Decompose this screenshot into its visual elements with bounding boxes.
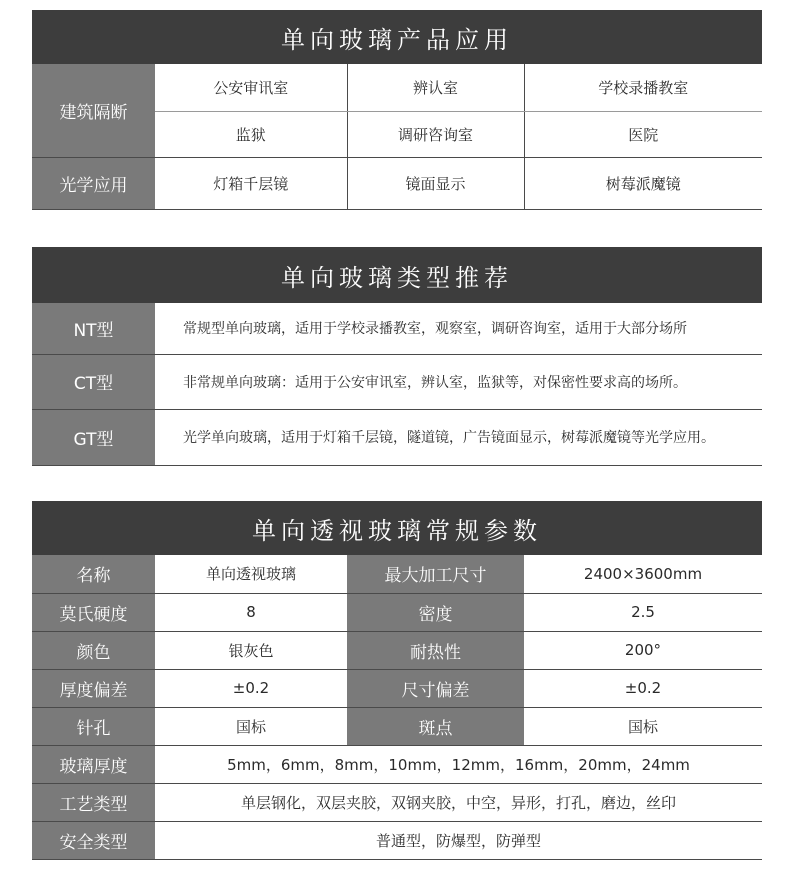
table-cell: 常规型单向玻璃，适用于学校录播教室，观察室，调研咨询室，适用于大部分场所 [155,303,762,354]
parameters-section [32,501,762,860]
row-header: GT型 [32,409,155,465]
table-cell: 公安审讯室 [155,64,347,111]
param-value: 200° [524,631,762,669]
table-cell: 光学单向玻璃，适用于灯箱千层镜，隧道镜，广告镜面显示，树莓派魔镜等光学应用。 [155,409,762,465]
param-label: 最大加工尺寸 [347,555,524,593]
param-value: 国标 [155,707,347,745]
param-value: 银灰色 [155,631,347,669]
section-title: 单向透视玻璃常规参数 [32,501,762,555]
table-row [32,669,762,707]
product-application-section [32,10,762,210]
param-value: 2400×3600mm [524,555,762,593]
table-cell: 监狱 [155,111,347,157]
param-label: 玻璃厚度 [32,745,155,783]
param-label: 工艺类型 [32,783,155,821]
row-header: NT型 [32,303,155,354]
table-cell: 镜面显示 [347,157,524,209]
section-title: 单向玻璃产品应用 [32,10,762,64]
table-row [32,783,762,821]
row-header: 建筑隔断 [32,64,155,157]
param-label: 厚度偏差 [32,669,155,707]
table-cell: 非常规单向玻璃：适用于公安审讯室，辨认室，监狱等，对保密性要求高的场所。 [155,354,762,409]
table-row [32,821,762,859]
table-row [32,157,762,209]
param-value: 5mm，6mm，8mm，10mm，12mm，16mm，20mm，24mm [155,745,762,783]
param-label: 尺寸偏差 [347,669,524,707]
table-row [32,631,762,669]
table-cell: 学校录播教室 [524,64,762,111]
param-label: 斑点 [347,707,524,745]
param-label: 安全类型 [32,821,155,859]
row-header: CT型 [32,354,155,409]
parameters-table [32,555,762,860]
type-table [32,303,762,466]
param-label: 密度 [347,593,524,631]
table-row [32,593,762,631]
row-header: 光学应用 [32,157,155,209]
table-row [32,64,762,111]
table-cell: 树莓派魔镜 [524,157,762,209]
param-value: 单层钢化，双层夹胶，双钢夹胶，中空，异形，打孔，磨边，丝印 [155,783,762,821]
param-label: 颜色 [32,631,155,669]
param-value: 2.5 [524,593,762,631]
type-recommendation-section [32,247,762,466]
table-cell: 调研咨询室 [347,111,524,157]
section-title: 单向玻璃类型推荐 [32,247,762,303]
table-row [32,707,762,745]
table-row [32,409,762,465]
table-row [32,303,762,354]
param-value: 单向透视玻璃 [155,555,347,593]
param-value: 8 [155,593,347,631]
table-row [32,354,762,409]
param-label: 名称 [32,555,155,593]
table-row [32,745,762,783]
table-cell: 灯箱千层镜 [155,157,347,209]
table-row [32,555,762,593]
param-value: 国标 [524,707,762,745]
param-value: ±0.2 [524,669,762,707]
param-value: 普通型，防爆型，防弹型 [155,821,762,859]
param-label: 耐热性 [347,631,524,669]
param-label: 针孔 [32,707,155,745]
param-label: 莫氏硬度 [32,593,155,631]
application-table [32,64,762,210]
param-value: ±0.2 [155,669,347,707]
table-cell: 辨认室 [347,64,524,111]
table-cell: 医院 [524,111,762,157]
